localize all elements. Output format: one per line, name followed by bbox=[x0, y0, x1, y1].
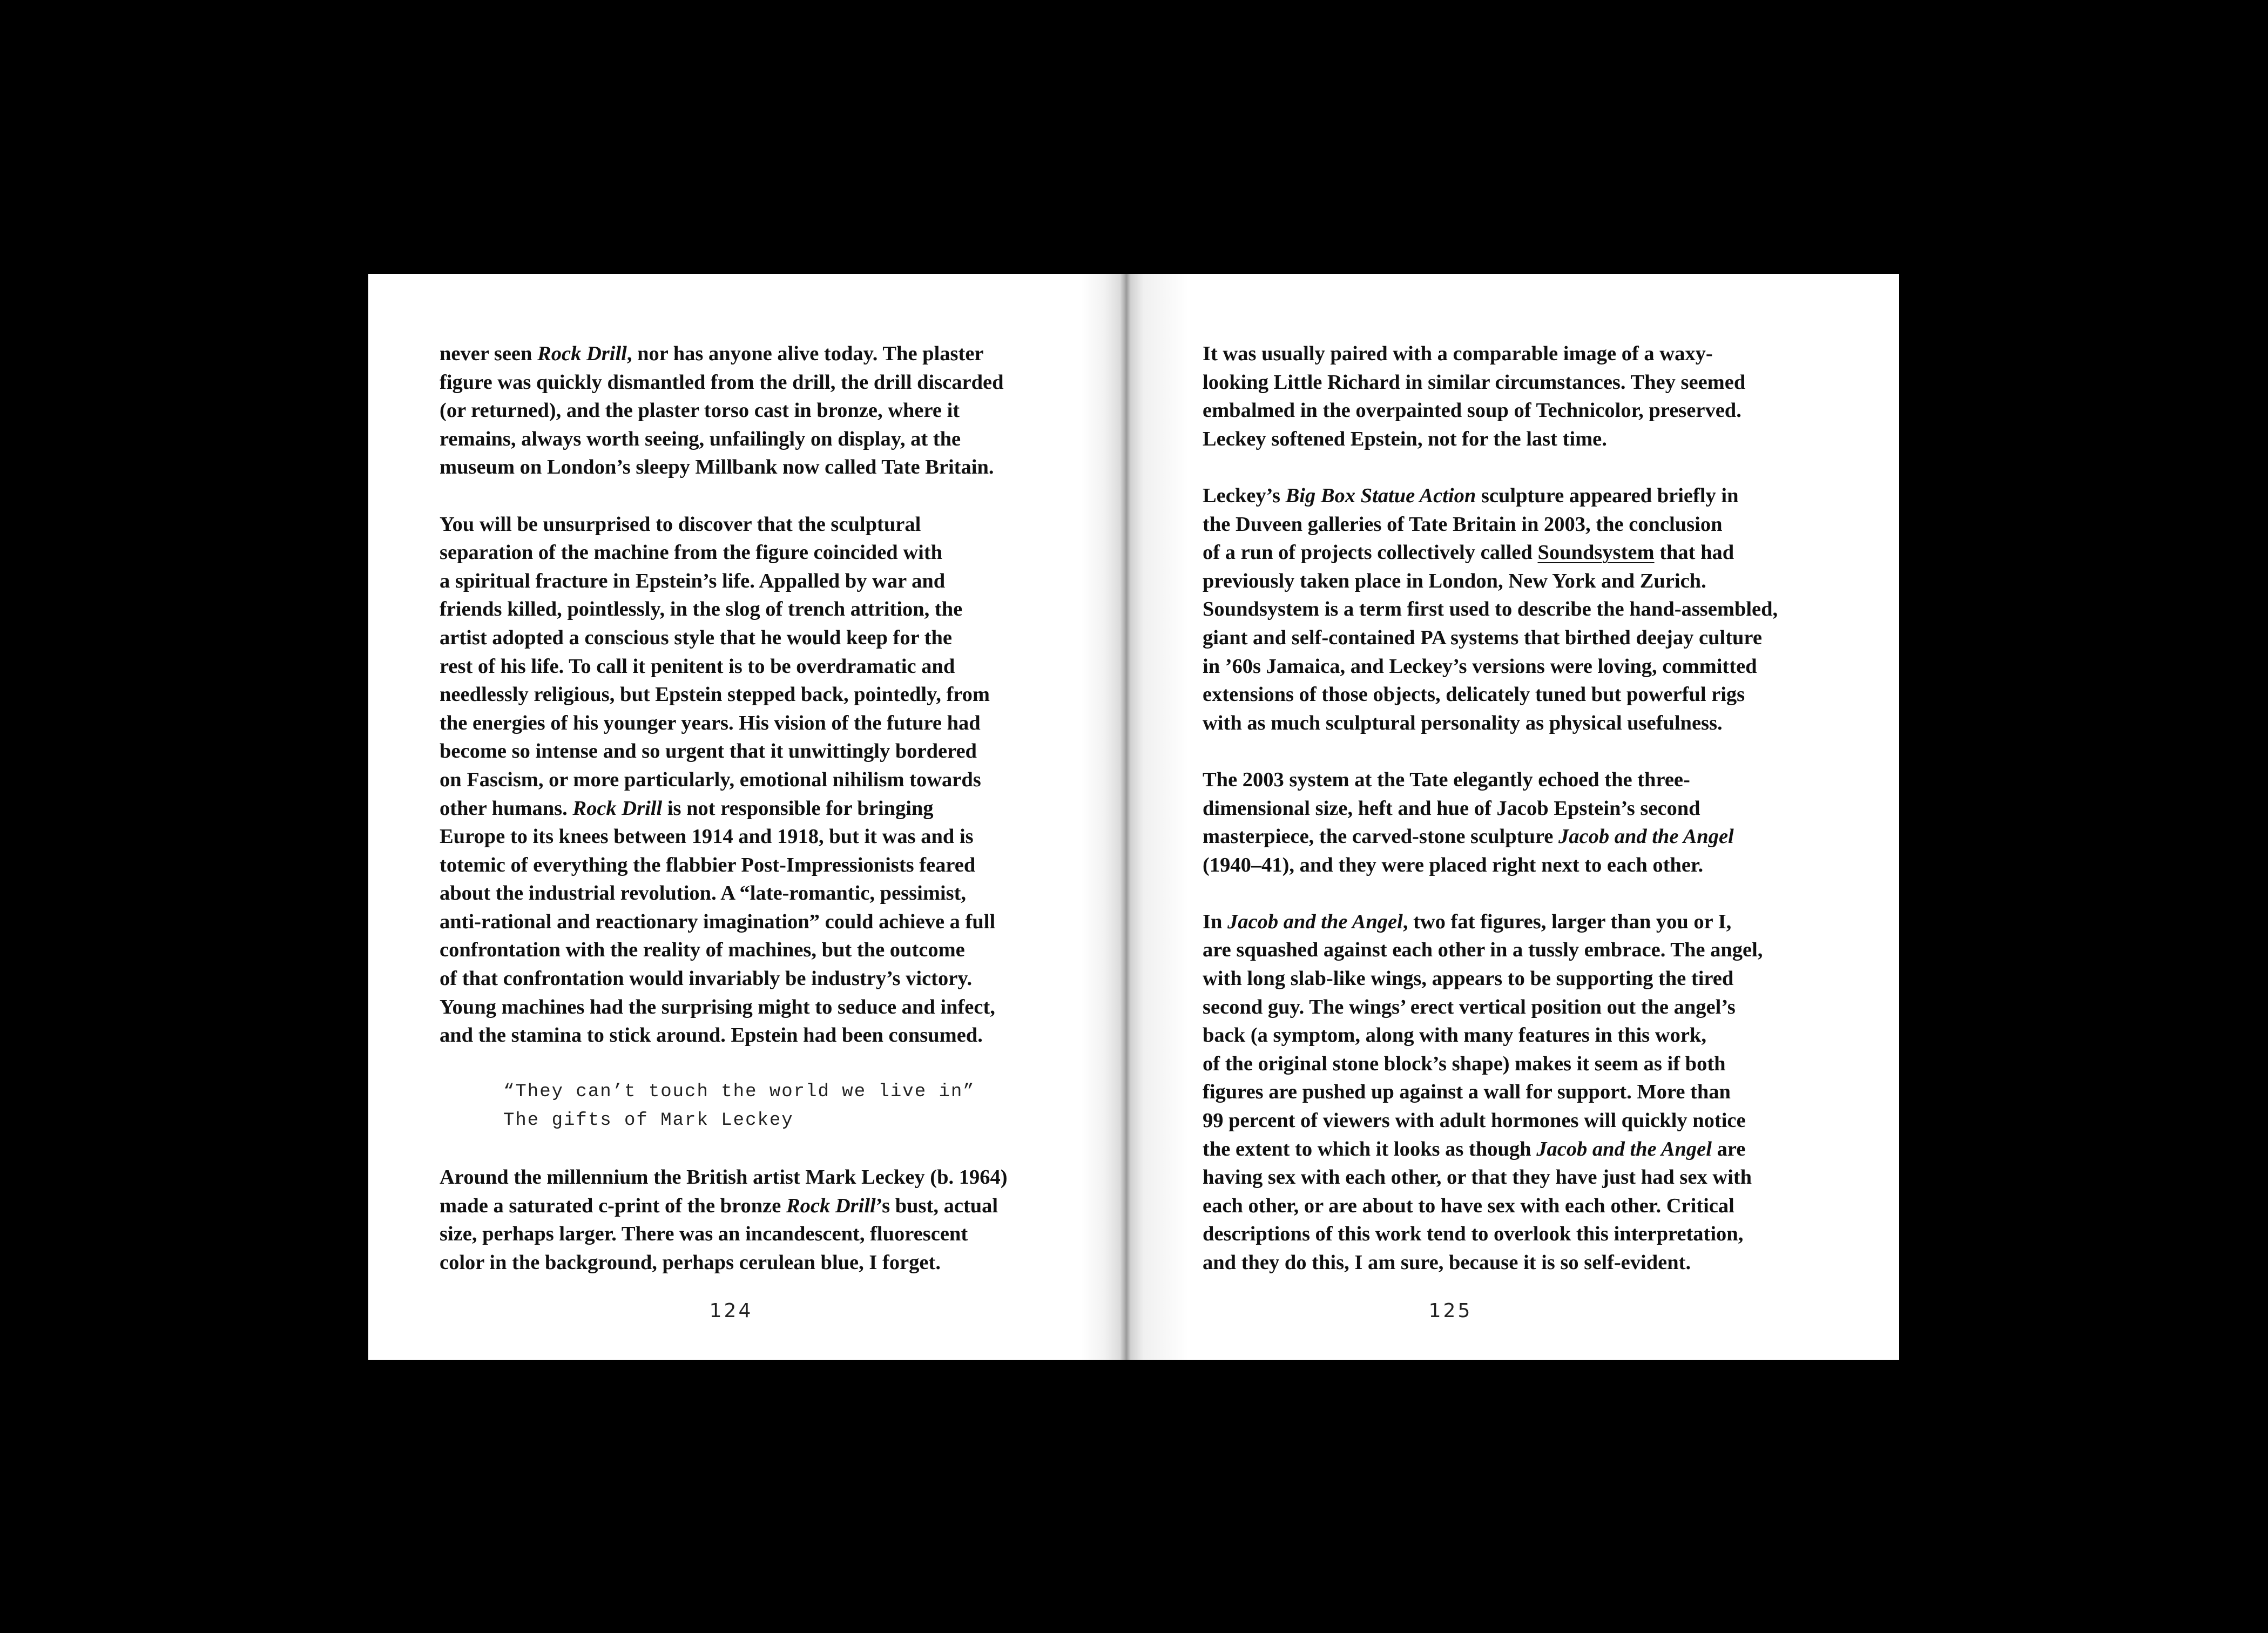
paragraph bbox=[440, 340, 1023, 482]
italic-title: Jacob and the Angel bbox=[1227, 910, 1403, 933]
text-line: having sex with each other, or that they have just had sex with bbox=[1203, 1166, 1752, 1189]
text-line: masterpiece, the carved-stone sculpture Jacob and the Angel bbox=[1203, 825, 1734, 848]
text-line: other humans. Rock Drill is not responsible for bringing bbox=[440, 797, 934, 820]
text-line: Leckey softened Epstein, not for the last time. bbox=[1203, 427, 1607, 450]
text-line: of the original stone block’s shape) makes it seem as if both bbox=[1203, 1052, 1726, 1075]
text-line: “They can’t touch the world we live in” bbox=[503, 1082, 975, 1103]
text-line: with long slab-like wings, appears to be supporting the tired bbox=[1203, 967, 1734, 990]
text-line: It was usually paired with a comparable image of a waxy- bbox=[1203, 342, 1713, 365]
text-line: rest of his life. To call it penitent is to be overdramatic and bbox=[440, 654, 955, 678]
body-text bbox=[440, 340, 1023, 1277]
text-line: You will be unsurprised to discover that the sculptural bbox=[440, 512, 921, 536]
paragraph-gap bbox=[440, 482, 1023, 510]
italic-title: Jacob and the Angel bbox=[1558, 825, 1734, 848]
text-line: each other, or are about to have sex with each other. Critical bbox=[1203, 1194, 1734, 1217]
text-line: the energies of his younger years. His vision of the future had bbox=[440, 711, 981, 734]
text-line: (or returned), and the plaster torso cast in bronze, where it bbox=[440, 399, 960, 422]
text-line: Around the millennium the British artist Mark Leckey (b. 1964) bbox=[440, 1166, 1008, 1189]
text-line: of that confrontation would invariably be industry’s victory. bbox=[440, 967, 973, 990]
paragraph-gap bbox=[440, 1135, 1023, 1164]
body-text bbox=[1203, 340, 1791, 1277]
text-line: giant and self-contained PA systems that birthed deejay culture bbox=[1203, 626, 1762, 649]
text-line: second guy. The wings’ erect vertical position out the angel’s bbox=[1203, 995, 1736, 1018]
text-line: Soundsystem is a term first used to describe the hand-assembled, bbox=[1203, 598, 1778, 621]
text-line: back (a symptom, along with many features in this work, bbox=[1203, 1024, 1706, 1047]
text-line: color in the background, perhaps cerulean blue, I forget. bbox=[440, 1251, 941, 1274]
text-line: and they do this, I am sure, because it is so self-evident. bbox=[1203, 1251, 1691, 1274]
text-line: artist adopted a conscious style that he would keep for the bbox=[440, 626, 952, 649]
paragraph bbox=[1203, 482, 1791, 737]
text-line: The gifts of Mark Leckey bbox=[503, 1110, 794, 1131]
text-line: totemic of everything the flabbier Post-Impressionists feared bbox=[440, 853, 976, 876]
page-number: 125 bbox=[1428, 1300, 1473, 1322]
text-line: size, perhaps larger. There was an incandescent, fluorescent bbox=[440, 1223, 968, 1246]
text-line: separation of the machine from the figure coincided with bbox=[440, 541, 943, 564]
text-line: embalmed in the overpainted soup of Technicolor, preserved. bbox=[1203, 399, 1742, 422]
paragraph bbox=[1203, 766, 1791, 879]
italic-title: Rock Drill bbox=[786, 1194, 876, 1217]
paragraph bbox=[1203, 340, 1791, 453]
right-page bbox=[1132, 274, 1899, 1360]
text-line: Young machines had the surprising might to seduce and infect, bbox=[440, 995, 995, 1018]
paragraph-gap bbox=[1203, 453, 1791, 482]
text-line: museum on London’s sleepy Millbank now called Tate Britain. bbox=[440, 456, 994, 479]
text-line: figures are pushed up against a wall for support. More than bbox=[1203, 1081, 1731, 1104]
text-line: In Jacob and the Angel, two fat figures, larger than you or I, bbox=[1203, 910, 1732, 933]
text-line: remains, always worth seeing, unfailingly on display, at the bbox=[440, 427, 961, 450]
text-line: on Fascism, or more particularly, emotional nihilism towards bbox=[440, 768, 981, 791]
text-line: confrontation with the reality of machines, but the outcome bbox=[440, 939, 965, 962]
italic-title: Big Box Statue Action bbox=[1285, 484, 1476, 507]
text-line: with as much sculptural personality as physical usefulness. bbox=[1203, 711, 1723, 734]
text-line: made a saturated c-print of the bronze Rock Drill’s bust, actual bbox=[440, 1194, 998, 1217]
text-line: about the industrial revolution. A “late-romantic, pessimist, bbox=[440, 882, 967, 905]
paragraph bbox=[440, 510, 1023, 1050]
text-line: looking Little Richard in similar circumstances. They seemed bbox=[1203, 370, 1746, 394]
text-line: Leckey’s Big Box Statue Action sculpture appeared briefly in bbox=[1203, 484, 1739, 507]
text-line: figure was quickly dismantled from the drill, the drill discarded bbox=[440, 370, 1004, 394]
text-line: previously taken place in London, New York and Zurich. bbox=[1203, 569, 1706, 592]
text-line: (1940–41), and they were placed right next to each other. bbox=[1203, 853, 1704, 876]
text-line: friends killed, pointlessly, in the slog of trench attrition, the bbox=[440, 598, 963, 621]
text-line: the extent to which it looks as though Jacob and the Angel are bbox=[1203, 1137, 1746, 1160]
page-number: 124 bbox=[709, 1300, 753, 1322]
italic-title: Jacob and the Angel bbox=[1536, 1137, 1712, 1160]
text-line: never seen Rock Drill, nor has anyone alive today. The plaster bbox=[440, 342, 984, 365]
paragraph bbox=[1203, 908, 1791, 1277]
text-line: extensions of those objects, delicately tuned but powerful rigs bbox=[1203, 683, 1745, 706]
text-line: 99 percent of viewers with adult hormones will quickly notice bbox=[1203, 1109, 1746, 1132]
paragraph bbox=[440, 1163, 1023, 1277]
text-line: are squashed against each other in a tussly embrace. The angel, bbox=[1203, 939, 1763, 962]
text-line: dimensional size, heft and hue of Jacob Epstein’s second bbox=[1203, 797, 1700, 820]
underlined-term: Soundsystem bbox=[1537, 541, 1655, 564]
paragraph-gap bbox=[1203, 737, 1791, 766]
text-line: and the stamina to stick around. Epstein had been consumed. bbox=[440, 1024, 983, 1047]
italic-title: Rock Drill bbox=[537, 342, 627, 365]
text-line: Europe to its knees between 1914 and 1918, but it was and is bbox=[440, 825, 974, 848]
block-quote bbox=[440, 1078, 1023, 1135]
text-line: The 2003 system at the Tate elegantly echoed the three- bbox=[1203, 768, 1690, 791]
left-page bbox=[368, 274, 1132, 1360]
text-line: needlessly religious, but Epstein stepped back, pointedly, from bbox=[440, 683, 990, 706]
text-line: become so intense and so urgent that it unwittingly bordered bbox=[440, 740, 977, 763]
paragraph-gap bbox=[1203, 879, 1791, 908]
text-line: of a run of projects collectively called Soundsystem that had bbox=[1203, 541, 1734, 564]
book-spread bbox=[368, 274, 1899, 1360]
paragraph-gap bbox=[440, 1050, 1023, 1078]
text-line: anti-rational and reactionary imagination” could achieve a full bbox=[440, 910, 996, 933]
text-line: in ’60s Jamaica, and Leckey’s versions were loving, committed bbox=[1203, 654, 1757, 678]
text-line: the Duveen galleries of Tate Britain in 2003, the conclusion bbox=[1203, 512, 1723, 536]
text-line: a spiritual fracture in Epstein’s life. Appalled by war and bbox=[440, 569, 946, 592]
text-line: descriptions of this work tend to overlook this interpretation, bbox=[1203, 1223, 1744, 1246]
italic-title: Rock Drill bbox=[572, 797, 663, 820]
